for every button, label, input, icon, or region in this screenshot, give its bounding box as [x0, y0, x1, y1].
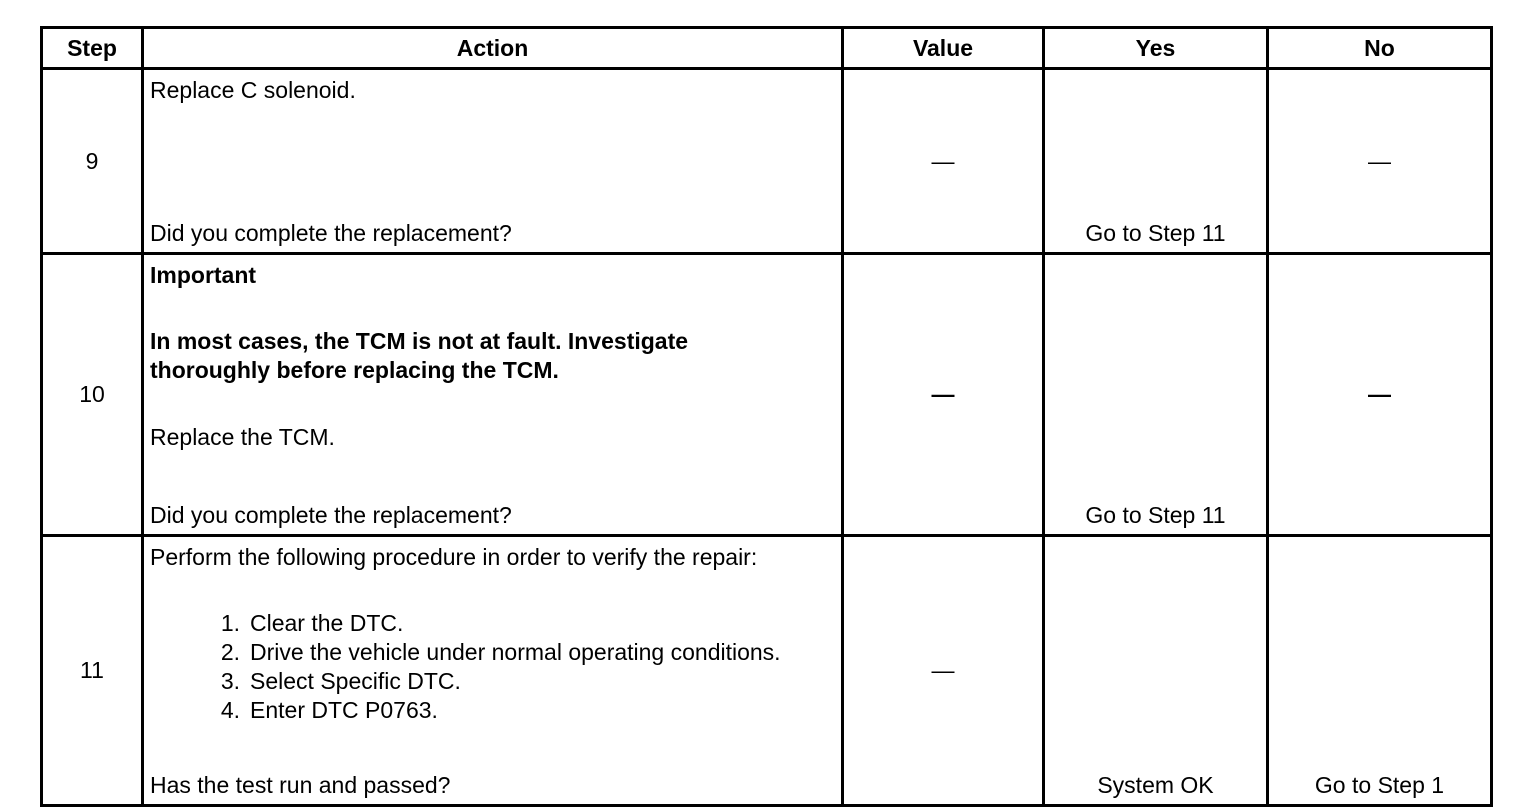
yes-cell: Go to Step 11	[1044, 69, 1268, 254]
action-cell	[143, 536, 843, 806]
procedure-step	[150, 609, 835, 638]
action-question: Did you complete the replacement?	[150, 502, 512, 528]
header-action: Action	[143, 28, 843, 69]
procedure-step-text: Drive the vehicle under normal operating conditions.	[250, 639, 781, 665]
procedure-step-text: Clear the DTC.	[250, 610, 404, 636]
action-intro: Perform the following procedure in order to verify the repair:	[150, 544, 758, 570]
value-cell	[843, 536, 1044, 806]
no-cell: Go to Step 1	[1268, 536, 1492, 806]
action-cell	[143, 69, 843, 254]
procedure-step-number: 3.	[220, 668, 240, 694]
procedure-step-text: Select Specific DTC.	[250, 668, 461, 694]
procedure-step-number: 1.	[220, 610, 240, 636]
action-intro: Replace the TCM.	[150, 424, 335, 450]
yes-cell: Go to Step 11	[1044, 254, 1268, 536]
procedure-step	[150, 667, 835, 696]
procedure-step	[150, 638, 835, 667]
action-intro: Replace C solenoid.	[150, 77, 356, 103]
important-label: Important	[150, 262, 257, 288]
header-value: Value	[843, 28, 1044, 69]
diagnostic-table	[40, 26, 1493, 807]
table-row	[42, 254, 1492, 536]
action-cell	[143, 254, 843, 536]
value-cell	[843, 69, 1044, 254]
yes-cell: System OK	[1044, 536, 1268, 806]
procedure-list	[150, 609, 835, 725]
procedure-step-number: 4.	[220, 697, 240, 723]
header-no: No	[1268, 28, 1492, 69]
no-cell: —	[1268, 254, 1492, 536]
no-cell: —	[1268, 69, 1492, 254]
value-cell	[843, 254, 1044, 536]
step-number: 11	[42, 536, 143, 806]
value-dash: —	[931, 147, 955, 174]
value-dash: —	[931, 381, 955, 407]
step-number: 10	[42, 254, 143, 536]
table-row	[42, 69, 1492, 254]
important-note: In most cases, the TCM is not at fault. Investigate thoroughly before replacing the TCM.	[150, 328, 689, 383]
table-row	[42, 536, 1492, 806]
procedure-step-number: 2.	[220, 639, 240, 665]
procedure-step	[150, 696, 835, 725]
header-yes: Yes	[1044, 28, 1268, 69]
header-row	[42, 28, 1492, 69]
action-question: Has the test run and passed?	[150, 772, 451, 798]
step-number: 9	[42, 69, 143, 254]
procedure-step-text: Enter DTC P0763.	[250, 697, 438, 723]
header-step: Step	[42, 28, 143, 69]
action-question: Did you complete the replacement?	[150, 220, 512, 246]
value-dash: —	[931, 657, 955, 683]
